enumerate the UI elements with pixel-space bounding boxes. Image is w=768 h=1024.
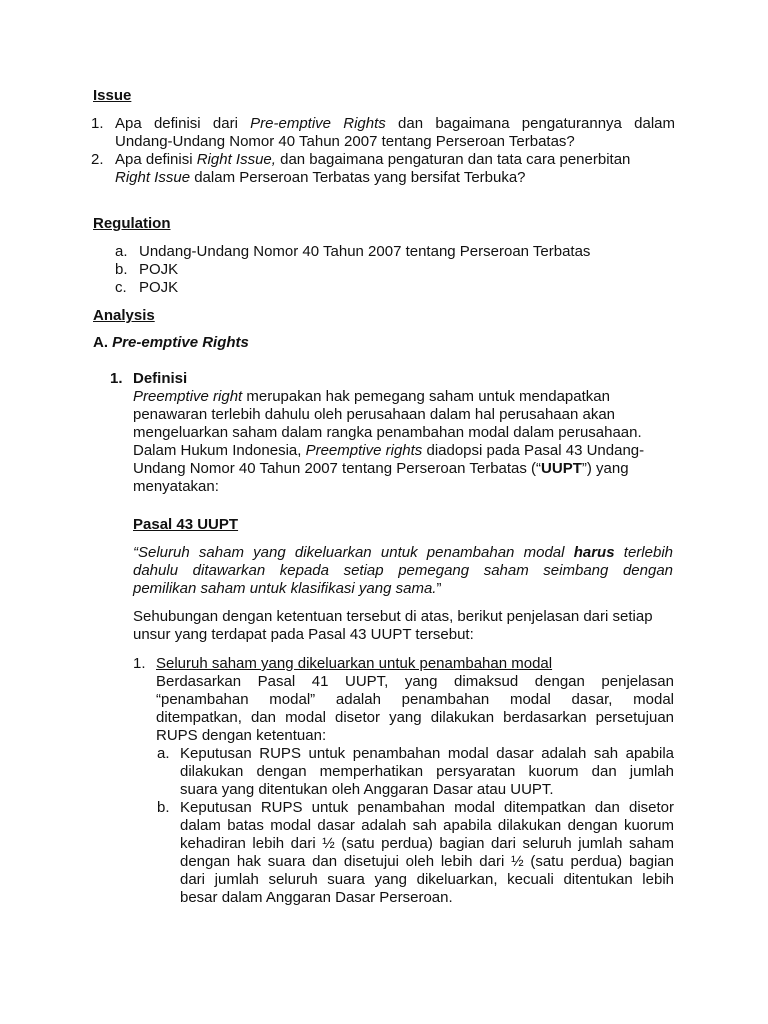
definisi-line: menyatakan: bbox=[133, 478, 219, 495]
item-1-line: Berdasarkan Pasal 41 UUPT, yang dimaksud dengan penjelasan bbox=[156, 673, 674, 690]
list-number: 2. bbox=[91, 151, 104, 168]
sub-line: Keputusan RUPS untuk penambahan modal ditempatkan dan disetor bbox=[180, 799, 674, 816]
list-item bbox=[115, 243, 591, 261]
sub-b-block bbox=[180, 799, 674, 907]
list-item bbox=[115, 261, 179, 279]
sub-line: besar dalam Anggaran Dasar Perseroan. bbox=[180, 889, 453, 906]
issue-item-2-line-1: Apa definisi Right Issue, dan bagaimana pengaturan dan tata cara penerbitan bbox=[115, 151, 631, 168]
quote-line: dahulu ditawarkan kepada setiap pemegang saham seimbang dengan bbox=[133, 562, 673, 579]
item-1-number: 1. bbox=[133, 655, 146, 672]
list-marker: a. bbox=[115, 243, 128, 260]
regulation-list bbox=[115, 243, 591, 297]
quote-line: pemilikan saham untuk klasifikasi yang sama.” bbox=[133, 580, 442, 597]
section-marker: A. bbox=[93, 334, 108, 351]
paragraph-line: unsur yang terdapat pada Pasal 43 UUPT tersebut: bbox=[133, 626, 474, 643]
sub-line: Keputusan RUPS untuk penambahan modal dasar adalah sah apabila bbox=[180, 745, 674, 762]
issue-item-2 bbox=[93, 151, 675, 187]
paragraph-line: Sehubungan dengan ketentuan tersebut di atas, berikut penjelasan dari setiap bbox=[133, 608, 653, 625]
definisi-number: 1. bbox=[110, 370, 123, 387]
sub-line: dilakukan dengan memperhatikan persyaratan kuorum dan jumlah bbox=[180, 763, 674, 780]
quote-line: “Seluruh saham yang dikeluarkan untuk penambahan modal harus terlebih bbox=[133, 544, 673, 561]
sehubungan-paragraph bbox=[133, 608, 673, 644]
issue-item-2-line-2: Right Issue dalam Perseroan Terbatas yang bersifat Terbuka? bbox=[115, 169, 526, 186]
regulation-heading: Regulation bbox=[93, 215, 171, 232]
issue-item-1 bbox=[93, 115, 675, 151]
definisi-line: Preemptive right merupakan hak pemegang saham untuk mendapatkan bbox=[133, 388, 610, 405]
sub-line: dalam batas modal dasar adalah sah apabila dilakukan dengan kuorum bbox=[180, 817, 674, 834]
definisi-block bbox=[133, 370, 673, 496]
list-item bbox=[115, 279, 179, 297]
issue-item-1-line-2: Undang-Undang Nomor 40 Tahun 2007 tentang Perseroan Terbatas? bbox=[115, 133, 575, 150]
item-1-title: Seluruh saham yang dikeluarkan untuk penambahan modal bbox=[156, 655, 553, 672]
list-marker: c. bbox=[115, 279, 127, 296]
definisi-title: Definisi bbox=[133, 370, 188, 387]
issue-heading: Issue bbox=[93, 87, 132, 104]
sub-line: kehadiran lebih dari ½ (satu perdua) bagian dari seluruh jumlah saham bbox=[180, 835, 674, 852]
sub-a-block bbox=[180, 745, 674, 799]
sub-line: dengan hak suara dan disetujui oleh lebih dari ½ (satu perdua) bagian bbox=[180, 853, 674, 870]
definisi-line: Undang Nomor 40 Tahun 2007 tentang Perseroan Terbatas (“UUPT”) yang bbox=[133, 460, 629, 477]
regulation-text: Undang-Undang Nomor 40 Tahun 2007 tentang Perseroan Terbatas bbox=[139, 243, 591, 260]
sub-a-marker: a. bbox=[157, 745, 170, 762]
definisi-line: penawaran terlebih dahulu oleh perusahaan dalam hal perusahaan akan bbox=[133, 406, 616, 423]
definisi-line: mengeluarkan saham dalam rangka penambahan modal dalam perusahaan. bbox=[133, 424, 642, 441]
pasal-title: Pasal 43 UUPT bbox=[133, 516, 239, 533]
item-1-line: “penambahan modal” adalah penambahan modal dasar, modal bbox=[156, 691, 674, 708]
issue-item-1-line-1: Apa definisi dari Pre-emptive Rights dan bagaimana pengaturannya dalam bbox=[115, 115, 675, 132]
sub-line: suara yang ditentukan oleh Anggaran Dasar atau UUPT. bbox=[180, 781, 554, 798]
analysis-heading: Analysis bbox=[93, 307, 155, 324]
sub-line: dari jumlah seluruh suara yang dikeluarkan, kecuali ditentukan lebih bbox=[180, 871, 674, 888]
section-title: Pre-emptive Rights bbox=[112, 334, 249, 351]
item-1-line: RUPS dengan ketentuan: bbox=[156, 727, 327, 744]
item-1-line: ditempatkan, dan modal disetor yang dilakukan berdasarkan persetujuan bbox=[156, 709, 674, 726]
list-number: 1. bbox=[91, 115, 104, 132]
regulation-text: POJK bbox=[139, 261, 179, 278]
definisi-line: Dalam Hukum Indonesia, Preemptive rights diadopsi pada Pasal 43 Undang- bbox=[133, 442, 645, 459]
list-marker: b. bbox=[115, 261, 128, 278]
item-1-block bbox=[156, 655, 674, 745]
regulation-text: POJK bbox=[139, 279, 179, 296]
pasal-quote bbox=[133, 544, 673, 598]
section-a-heading bbox=[93, 334, 249, 352]
sub-b-marker: b. bbox=[157, 799, 170, 816]
